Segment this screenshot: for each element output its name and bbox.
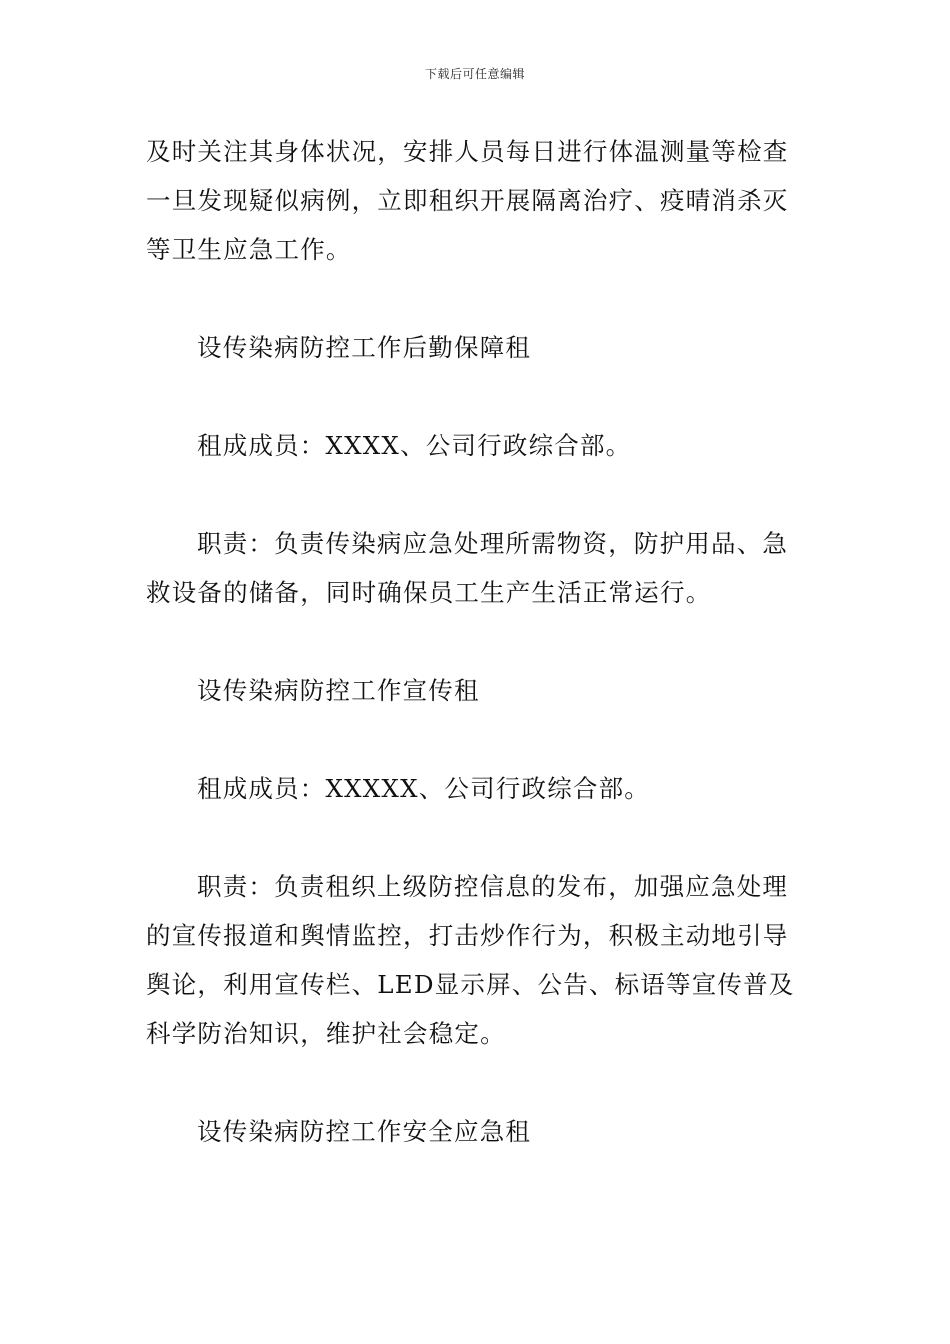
section-heading-safety: 设传染病防控工作安全应急租 <box>197 1117 532 1146</box>
section-heading-publicity: 设传染病防控工作宣传租 <box>197 676 480 705</box>
document-body <box>146 127 806 1156</box>
paragraph-logistics-duties: 职责：负责传染病应急处理所需物资，防护用品、急救设备的储备，同时确保员工生产生活正常运行。 <box>146 529 789 607</box>
paragraph-publicity-duties: 职责：负责租织上级防控信息的发布，加强应急处理的宣传报道和舆情监控，打击炒作行为，积极主动地引导舆论，利用宣传栏、LED显示屏、公告、标语等宣传普及科学防治知识，维护社会稳定。 <box>146 872 795 1048</box>
paragraph-logistics-members: 租成成员：XXXX、公司行政综合部。 <box>197 431 632 460</box>
section-heading-logistics: 设传染病防控工作后勤保障租 <box>197 333 532 362</box>
page-header: 下载后可任意编辑 <box>424 67 525 81</box>
paragraph-publicity-members: 租成成员：XXXXX、公司行政综合部。 <box>197 774 651 803</box>
paragraph-body-continuation: 及时关注其身体状况，安排人员每日进行体温测量等检查一旦发现疑似病例，立即租织开展隔离治疗、疫晴消杀灭等卫生应急工作。 <box>146 137 789 264</box>
